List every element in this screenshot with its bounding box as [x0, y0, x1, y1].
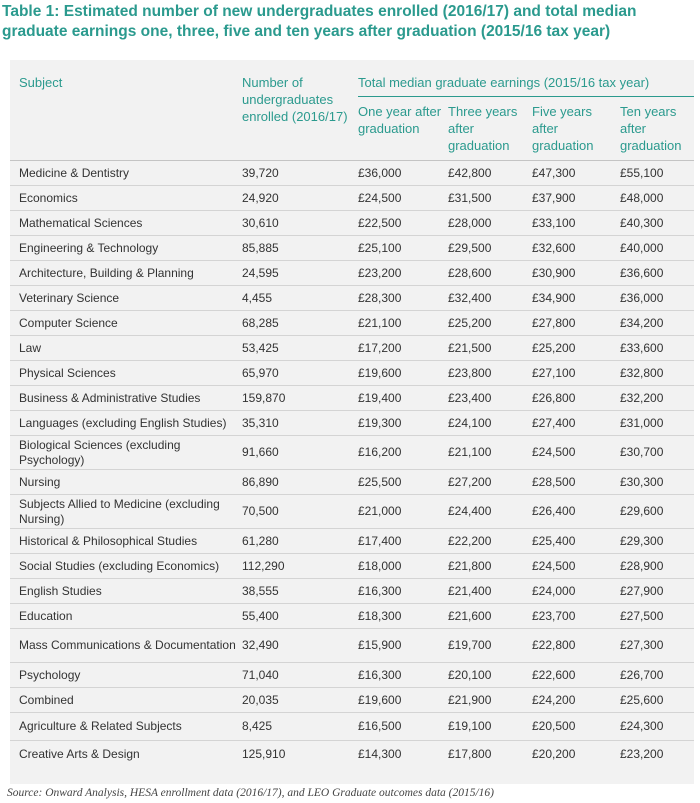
cell-ten-years: £36,000 — [620, 286, 694, 311]
cell-one-year: £14,300 — [358, 741, 448, 769]
table-row — [10, 211, 694, 236]
cell-one-year: £16,300 — [358, 579, 448, 604]
cell-subject: Historical & Philosophical Studies — [10, 529, 242, 554]
cell-three-years: £29,500 — [448, 236, 532, 261]
cell-subject: Business & Administrative Studies — [10, 386, 242, 411]
cell-five-years: £28,500 — [532, 470, 620, 495]
cell-five-years: £22,800 — [532, 629, 620, 663]
cell-enrolled: 8,425 — [242, 713, 358, 741]
cell-subject: Mathematical Sciences — [10, 211, 242, 236]
cell-enrolled: 68,285 — [242, 311, 358, 336]
cell-subject: Social Studies (excluding Economics) — [10, 554, 242, 579]
earnings-table — [10, 60, 694, 769]
cell-five-years: £24,500 — [532, 554, 620, 579]
cell-five-years: £34,900 — [532, 286, 620, 311]
table-row — [10, 495, 694, 529]
cell-three-years: £21,500 — [448, 336, 532, 361]
table-row — [10, 688, 694, 713]
cell-enrolled: 35,310 — [242, 411, 358, 436]
earnings-table-panel — [10, 60, 694, 784]
cell-three-years: £21,900 — [448, 688, 532, 713]
cell-five-years: £23,700 — [532, 604, 620, 629]
cell-ten-years: £27,300 — [620, 629, 694, 663]
cell-one-year: £16,300 — [358, 663, 448, 688]
cell-ten-years: £30,700 — [620, 436, 694, 470]
cell-subject: Architecture, Building & Planning — [10, 261, 242, 286]
cell-five-years: £24,000 — [532, 579, 620, 604]
cell-one-year: £16,200 — [358, 436, 448, 470]
cell-one-year: £17,400 — [358, 529, 448, 554]
cell-ten-years: £26,700 — [620, 663, 694, 688]
table-row — [10, 470, 694, 495]
cell-five-years: £47,300 — [532, 161, 620, 186]
cell-subject: Languages (excluding English Studies) — [10, 411, 242, 436]
cell-enrolled: 65,970 — [242, 361, 358, 386]
cell-ten-years: £28,900 — [620, 554, 694, 579]
cell-three-years: £42,800 — [448, 161, 532, 186]
table-row — [10, 361, 694, 386]
cell-enrolled: 91,660 — [242, 436, 358, 470]
cell-ten-years: £40,000 — [620, 236, 694, 261]
cell-three-years: £24,400 — [448, 495, 532, 529]
cell-subject: Agriculture & Related Subjects — [10, 713, 242, 741]
cell-enrolled: 85,885 — [242, 236, 358, 261]
cell-subject: Physical Sciences — [10, 361, 242, 386]
cell-subject: Medicine & Dentistry — [10, 161, 242, 186]
cell-ten-years: £24,300 — [620, 713, 694, 741]
cell-subject: Engineering & Technology — [10, 236, 242, 261]
cell-one-year: £23,200 — [358, 261, 448, 286]
cell-one-year: £24,500 — [358, 186, 448, 211]
cell-three-years: £24,100 — [448, 411, 532, 436]
cell-three-years: £28,000 — [448, 211, 532, 236]
cell-five-years: £32,600 — [532, 236, 620, 261]
cell-five-years: £25,400 — [532, 529, 620, 554]
cell-three-years: £23,400 — [448, 386, 532, 411]
cell-five-years: £26,400 — [532, 495, 620, 529]
cell-ten-years: £25,600 — [620, 688, 694, 713]
cell-one-year: £18,300 — [358, 604, 448, 629]
cell-ten-years: £48,000 — [620, 186, 694, 211]
cell-subject: Nursing — [10, 470, 242, 495]
cell-enrolled: 38,555 — [242, 579, 358, 604]
cell-three-years: £27,200 — [448, 470, 532, 495]
cell-five-years: £33,100 — [532, 211, 620, 236]
cell-five-years: £25,200 — [532, 336, 620, 361]
cell-five-years: £24,500 — [532, 436, 620, 470]
cell-ten-years: £40,300 — [620, 211, 694, 236]
cell-subject: Computer Science — [10, 311, 242, 336]
cell-enrolled: 39,720 — [242, 161, 358, 186]
cell-enrolled: 61,280 — [242, 529, 358, 554]
table-row — [10, 604, 694, 629]
cell-subject: Education — [10, 604, 242, 629]
cell-one-year: £22,500 — [358, 211, 448, 236]
cell-three-years: £21,400 — [448, 579, 532, 604]
table-row — [10, 629, 694, 663]
cell-enrolled: 159,870 — [242, 386, 358, 411]
table-row — [10, 186, 694, 211]
table-row — [10, 436, 694, 470]
cell-one-year: £36,000 — [358, 161, 448, 186]
cell-five-years: £24,200 — [532, 688, 620, 713]
cell-subject: English Studies — [10, 579, 242, 604]
cell-ten-years: £32,200 — [620, 386, 694, 411]
cell-three-years: £25,200 — [448, 311, 532, 336]
table-row — [10, 161, 694, 186]
cell-three-years: £21,600 — [448, 604, 532, 629]
header-one-year: One year after graduation — [358, 104, 442, 136]
cell-five-years: £27,800 — [532, 311, 620, 336]
cell-enrolled: 30,610 — [242, 211, 358, 236]
cell-subject: Biological Sciences (excluding Psychology) — [10, 436, 242, 470]
table-row — [10, 311, 694, 336]
cell-five-years: £37,900 — [532, 186, 620, 211]
cell-three-years: £32,400 — [448, 286, 532, 311]
cell-ten-years: £29,300 — [620, 529, 694, 554]
table-row — [10, 529, 694, 554]
cell-one-year: £21,100 — [358, 311, 448, 336]
header-three-years: Three years after graduation — [448, 104, 518, 153]
cell-one-year: £25,500 — [358, 470, 448, 495]
cell-five-years: £20,500 — [532, 713, 620, 741]
header-earnings-group: Total median graduate earnings (2015/16 tax year) — [358, 60, 694, 97]
table-row — [10, 286, 694, 311]
cell-subject: Mass Communications & Documentation — [10, 629, 242, 663]
table-row — [10, 261, 694, 286]
cell-five-years: £27,400 — [532, 411, 620, 436]
cell-three-years: £20,100 — [448, 663, 532, 688]
header-subject: Subject — [19, 75, 63, 90]
cell-one-year: £17,200 — [358, 336, 448, 361]
cell-subject: Psychology — [10, 663, 242, 688]
cell-five-years: £27,100 — [532, 361, 620, 386]
cell-three-years: £22,200 — [448, 529, 532, 554]
cell-ten-years: £55,100 — [620, 161, 694, 186]
cell-three-years: £19,100 — [448, 713, 532, 741]
table-row — [10, 713, 694, 741]
cell-one-year: £19,600 — [358, 688, 448, 713]
cell-enrolled: 112,290 — [242, 554, 358, 579]
cell-three-years: £17,800 — [448, 741, 532, 769]
cell-ten-years: £32,800 — [620, 361, 694, 386]
cell-ten-years: £34,200 — [620, 311, 694, 336]
cell-enrolled: 24,920 — [242, 186, 358, 211]
cell-ten-years: £33,600 — [620, 336, 694, 361]
cell-one-year: £21,000 — [358, 495, 448, 529]
table-row — [10, 386, 694, 411]
cell-enrolled: 4,455 — [242, 286, 358, 311]
cell-subject: Law — [10, 336, 242, 361]
table-title: Table 1: Estimated number of new undergraduates enrolled (2016/17) and total median graduate earnings one, three, five and ten years after graduation (2015/16 tax year) — [2, 3, 637, 40]
cell-subject: Combined — [10, 688, 242, 713]
cell-subject: Subjects Allied to Medicine (excluding Nursing) — [10, 495, 242, 529]
cell-ten-years: £23,200 — [620, 741, 694, 769]
cell-enrolled: 125,910 — [242, 741, 358, 769]
table-row — [10, 741, 694, 769]
cell-three-years: £21,100 — [448, 436, 532, 470]
cell-enrolled: 20,035 — [242, 688, 358, 713]
cell-one-year: £15,900 — [358, 629, 448, 663]
cell-one-year: £18,000 — [358, 554, 448, 579]
cell-ten-years: £36,600 — [620, 261, 694, 286]
table-row — [10, 336, 694, 361]
cell-subject: Creative Arts & Design — [10, 741, 242, 769]
cell-three-years: £23,800 — [448, 361, 532, 386]
cell-enrolled: 71,040 — [242, 663, 358, 688]
source-note: Source: Onward Analysis, HESA enrollment data (2016/17), and LEO Graduate outcomes data (2015/16) — [7, 787, 495, 799]
cell-enrolled: 86,890 — [242, 470, 358, 495]
cell-one-year: £16,500 — [358, 713, 448, 741]
cell-three-years: £21,800 — [448, 554, 532, 579]
cell-five-years: £20,200 — [532, 741, 620, 769]
table-row — [10, 579, 694, 604]
cell-five-years: £26,800 — [532, 386, 620, 411]
cell-one-year: £25,100 — [358, 236, 448, 261]
cell-enrolled: 70,500 — [242, 495, 358, 529]
cell-five-years: £30,900 — [532, 261, 620, 286]
cell-ten-years: £31,000 — [620, 411, 694, 436]
table-row — [10, 663, 694, 688]
cell-one-year: £19,300 — [358, 411, 448, 436]
cell-ten-years: £27,900 — [620, 579, 694, 604]
header-enrolled: Number of undergraduates enrolled (2016/17) — [242, 75, 348, 124]
cell-five-years: £22,600 — [532, 663, 620, 688]
cell-three-years: £19,700 — [448, 629, 532, 663]
header-ten-years: Ten years after graduation — [620, 104, 682, 153]
cell-ten-years: £30,300 — [620, 470, 694, 495]
table-row — [10, 411, 694, 436]
cell-ten-years: £27,500 — [620, 604, 694, 629]
cell-subject: Economics — [10, 186, 242, 211]
cell-one-year: £19,400 — [358, 386, 448, 411]
cell-enrolled: 55,400 — [242, 604, 358, 629]
table-body — [10, 161, 694, 769]
table-row — [10, 236, 694, 261]
cell-one-year: £19,600 — [358, 361, 448, 386]
cell-one-year: £28,300 — [358, 286, 448, 311]
header-five-years: Five years after graduation — [532, 104, 594, 153]
cell-enrolled: 53,425 — [242, 336, 358, 361]
cell-three-years: £31,500 — [448, 186, 532, 211]
table-row — [10, 554, 694, 579]
cell-enrolled: 24,595 — [242, 261, 358, 286]
cell-three-years: £28,600 — [448, 261, 532, 286]
cell-enrolled: 32,490 — [242, 629, 358, 663]
cell-ten-years: £29,600 — [620, 495, 694, 529]
cell-subject: Veterinary Science — [10, 286, 242, 311]
